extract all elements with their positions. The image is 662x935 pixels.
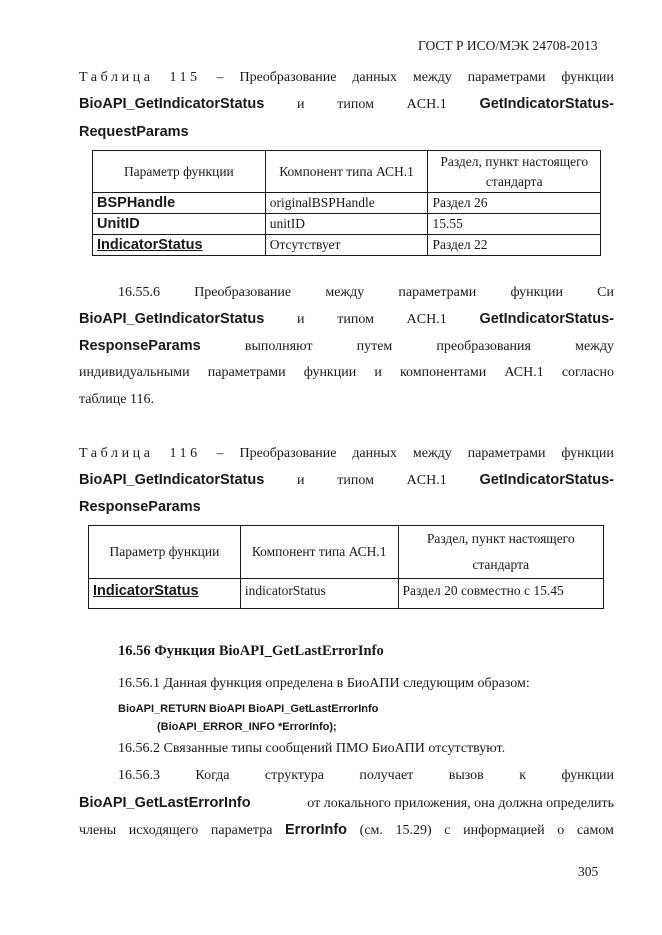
paragraph-word: параметра: [210, 823, 273, 838]
cell-parameter: IndicatorStatus: [89, 579, 241, 609]
header-cell: Параметр функции: [89, 526, 241, 579]
header-cell: Раздел, пункт настоящего стандарта: [428, 151, 601, 193]
paragraph-16-55-6-line-1: [118, 285, 614, 305]
paragraph-word: между: [575, 339, 614, 354]
caption-word: –: [216, 446, 224, 461]
paragraph-word: функции: [510, 285, 563, 300]
caption-function-name: BioAPI_GetIndicatorStatus: [79, 96, 265, 112]
table-row: [93, 193, 601, 214]
cell-section: Раздел 20 совместно с 15.45: [398, 579, 603, 609]
paragraph-word: к: [519, 768, 527, 783]
cell-parameter: IndicatorStatus: [93, 235, 266, 256]
header-cell: Параметр функции: [93, 151, 266, 193]
paragraph-word: 16.55.6: [118, 285, 160, 300]
caption-type-name: GetIndicatorStatus-: [479, 472, 614, 488]
paragraph-16-55-6-line-5: таблице 116.: [79, 392, 154, 407]
caption-word: типом: [337, 473, 374, 488]
page-number: 305: [578, 864, 599, 879]
caption-word: и: [297, 97, 305, 112]
caption-word: Таблица: [79, 70, 154, 85]
caption-word: данных: [352, 446, 398, 461]
paragraph-word: (см.: [359, 823, 383, 838]
caption-word: между: [412, 70, 452, 85]
paragraph-word: и: [374, 365, 382, 380]
type-name: ResponseParams: [79, 338, 201, 354]
paragraph-word: ACH.1: [406, 312, 447, 327]
paragraph-word: параметрами: [207, 365, 286, 380]
paragraph-16-56-1: 16.56.1 Данная функция определена в БиоАПИ следующим образом:: [118, 676, 530, 691]
paragraph-word: типом: [337, 312, 374, 327]
paragraph-word: и: [297, 312, 305, 327]
paragraph-word: функции: [561, 768, 614, 783]
type-name: GetIndicatorStatus-: [479, 311, 614, 327]
caption-word: ACH.1: [406, 473, 447, 488]
paragraph-word: Преобразование: [194, 285, 292, 300]
paragraph-word: согласно: [561, 365, 614, 380]
cell-parameter: BSPHandle: [93, 193, 266, 214]
paragraph-word: получает: [359, 768, 414, 783]
cell-parameter: UnitID: [93, 214, 266, 235]
paragraph-word: параметрами: [398, 285, 477, 300]
caption-word: и: [297, 473, 305, 488]
paragraph-word: преобразования: [436, 339, 531, 354]
section-heading: 16.56 Функция BioAPI_GetLastErrorInfo: [118, 643, 384, 659]
paragraph-16-56-2: 16.56.2 Связанные типы сообщений ПМО БиоАПИ отсутствуют.: [118, 741, 506, 756]
header-cell: Раздел, пункт настоящего стандарта: [398, 526, 603, 579]
paragraph-word: члены: [79, 823, 117, 838]
cell-component: originalBSPHandle: [265, 193, 428, 214]
caption-word: –: [216, 70, 224, 85]
paragraph-word: 16.56.3: [118, 768, 160, 783]
cell-section: Раздел 26: [428, 193, 601, 214]
paragraph-word: с: [444, 823, 451, 838]
table-116-caption-line-2: [79, 472, 614, 492]
table-115-caption-line-3: RequestParams: [79, 124, 189, 140]
paragraph-word: 15.29): [395, 823, 432, 838]
caption-word: функции: [561, 446, 614, 461]
caption-word: типом: [337, 97, 374, 112]
paragraph-word: компонентами: [399, 365, 487, 380]
paragraph-16-56-3-line-1: [118, 768, 614, 788]
caption-word: ACH.1: [406, 97, 447, 112]
caption-word: 116: [169, 446, 201, 461]
paragraph-word: функции: [303, 365, 357, 380]
header-cell: Компонент типа АСН.1: [240, 526, 398, 579]
paragraph-16-56-3-line-3: [79, 822, 614, 842]
code-signature-line-2: (BioAPI_ERROR_INFO *ErrorInfo);: [157, 721, 337, 733]
paragraph-word: структура: [264, 768, 324, 783]
paragraph-16-55-6-line-3: [79, 338, 614, 358]
caption-word: между: [412, 446, 452, 461]
paragraph-word: между: [325, 285, 365, 300]
paragraph-word: Когда: [195, 768, 230, 783]
code-signature-line-1: BioAPI_RETURN BioAPI BioAPI_GetLastErrorInfo: [118, 703, 379, 715]
table-115-caption-line-2: [79, 96, 614, 116]
cell-section: Раздел 22: [428, 235, 601, 256]
caption-word: параметрами: [467, 446, 546, 461]
header-cell: Компонент типа АСН.1: [265, 151, 428, 193]
table-116-caption-line-3: ResponseParams: [79, 499, 201, 515]
cell-component: Отсутствует: [265, 235, 428, 256]
table-115: [92, 150, 601, 256]
table-116: [88, 525, 604, 609]
paragraph-word: информацией: [463, 823, 545, 838]
table-row: [93, 235, 601, 256]
caption-type-name: GetIndicatorStatus-: [479, 96, 614, 112]
running-header: ГОСТ Р ИСО/МЭК 24708-2013: [418, 38, 598, 53]
table-115-caption-line-1: [79, 70, 614, 90]
table-header-row: [93, 151, 601, 193]
parameter-name: ErrorInfo: [285, 822, 348, 838]
paragraph-word: Си: [597, 285, 614, 300]
table-row: [89, 579, 604, 609]
table-header-row: [89, 526, 604, 579]
paragraph-word: путем: [356, 339, 393, 354]
caption-word: функции: [561, 70, 614, 85]
caption-word: данных: [352, 70, 398, 85]
function-name: BioAPI_GetLastErrorInfo: [79, 795, 251, 811]
paragraph-word: выполняют: [244, 339, 313, 354]
caption-word: Преобразование: [239, 70, 337, 85]
caption-word: Таблица: [79, 446, 154, 461]
paragraph-16-55-6-line-4: [79, 365, 614, 385]
caption-word: Преобразование: [239, 446, 337, 461]
cell-component: unitID: [265, 214, 428, 235]
paragraph-16-55-6-line-2: [79, 311, 614, 331]
paragraph-word: исходящего: [128, 823, 199, 838]
caption-word: 115: [169, 70, 201, 85]
paragraph-word: вызов: [448, 768, 484, 783]
paragraph-word: АСН.1: [504, 365, 544, 380]
paragraph-text: от локального приложения, она должна определить: [307, 796, 614, 811]
table-row: [93, 214, 601, 235]
paragraph-word: самом: [576, 823, 614, 838]
caption-word: параметрами: [467, 70, 546, 85]
cell-section: 15.55: [428, 214, 601, 235]
paragraph-16-56-3-line-2: [79, 795, 614, 815]
function-name: BioAPI_GetIndicatorStatus: [79, 311, 265, 327]
table-116-caption-line-1: [79, 446, 614, 466]
caption-function-name: BioAPI_GetIndicatorStatus: [79, 472, 265, 488]
cell-component: indicatorStatus: [240, 579, 398, 609]
paragraph-word: индивидуальными: [79, 365, 190, 380]
paragraph-word: о: [557, 823, 565, 838]
